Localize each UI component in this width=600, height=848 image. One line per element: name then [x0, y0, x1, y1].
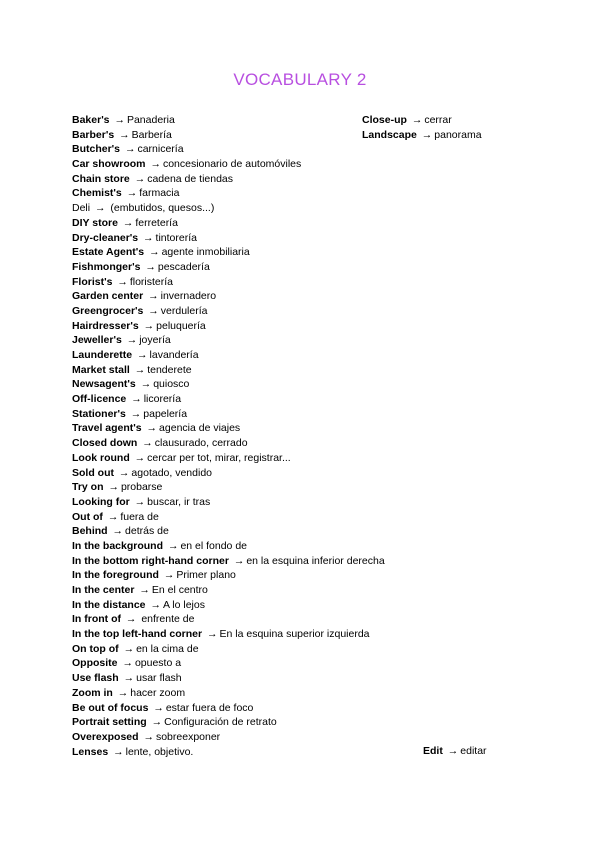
vocab-definition: concesionario de automóviles: [162, 158, 302, 171]
vocab-term: Overexposed: [72, 730, 139, 743]
vocab-term: Off-licence: [72, 393, 127, 406]
vocab-entry: [72, 539, 432, 554]
vocab-definition: enfrente de: [138, 613, 195, 626]
vocab-term: Lenses: [72, 745, 109, 758]
arrow-icon: →: [125, 613, 137, 626]
arrow-icon: →: [123, 672, 135, 685]
vocab-definition: farmacia: [139, 187, 180, 200]
vocab-definition: cerrar: [424, 114, 452, 126]
vocab-definition: en el fondo de: [180, 539, 247, 552]
vocab-term: Barber's: [72, 128, 115, 141]
vocab-definition: agencia de viajes: [159, 422, 241, 435]
vocab-entry: [72, 671, 432, 686]
vocab-entry: [72, 289, 432, 304]
arrow-icon: →: [126, 187, 138, 200]
vocab-definition: quiosco: [153, 378, 190, 391]
arrow-icon: →: [233, 554, 245, 567]
vocab-definition: fuera de: [120, 510, 159, 523]
vocab-entry: [72, 363, 432, 378]
arrow-icon: →: [118, 466, 130, 479]
arrow-icon: →: [167, 539, 179, 552]
arrow-icon: →: [411, 114, 423, 126]
vocab-definition: Panaderia: [126, 114, 175, 126]
vocab-term: Newsagent's: [72, 378, 136, 391]
vocab-term: Use flash: [72, 672, 119, 685]
vocab-definition: Primer plano: [176, 569, 236, 582]
arrow-icon: →: [143, 319, 155, 332]
vocab-entry: [72, 377, 432, 392]
vocab-term: Fishmonger's: [72, 260, 141, 273]
vocab-term: Jeweller's: [72, 334, 122, 347]
vocab-entry: [72, 451, 432, 466]
vocab-term: Out of: [72, 510, 103, 523]
vocab-definition: Configuración de retrato: [164, 716, 277, 729]
arrow-icon: →: [421, 128, 433, 141]
vocab-entry: [72, 333, 432, 348]
vocab-term: Try on: [72, 481, 104, 494]
vocab-term: Hairdresser's: [72, 319, 139, 332]
page-title: VOCABULARY 2: [233, 70, 367, 89]
vocab-term: Dry-cleaner's: [72, 231, 139, 244]
vocab-term: Baker's: [72, 114, 110, 126]
vocab-definition: lente, objetivo.: [125, 745, 194, 758]
vocab-term: In the top left-hand corner: [72, 628, 203, 641]
arrow-icon: →: [122, 216, 134, 229]
vocab-term: Looking for: [72, 495, 130, 508]
vocab-definition: pescadería: [157, 260, 210, 273]
arrow-icon: →: [126, 334, 138, 347]
arrow-icon: →: [123, 642, 135, 655]
arrow-icon: →: [150, 158, 161, 171]
vocab-term: Florist's: [72, 275, 113, 288]
arrow-icon: →: [139, 584, 150, 596]
vocab-definition: detrás de: [125, 525, 169, 538]
vocab-entry: [72, 656, 432, 671]
vocab-term: Close-up: [362, 114, 407, 126]
vocab-term: Landscape: [362, 128, 417, 141]
arrow-icon: →: [134, 495, 146, 508]
vocab-term: Butcher's: [72, 143, 121, 156]
vocab-term: Opposite: [72, 657, 118, 670]
vocab-entry: [72, 715, 432, 730]
vocab-entry: [72, 642, 432, 657]
vocab-definition: editar: [460, 745, 487, 757]
vocab-term: DIY store: [72, 216, 118, 229]
arrow-icon: →: [149, 246, 160, 259]
arrow-icon: →: [447, 745, 459, 757]
vocab-definition: papelería: [143, 407, 188, 420]
vocab-definition: en la cima de: [136, 642, 199, 655]
arrow-icon: →: [134, 172, 146, 185]
vocab-entry: [72, 157, 432, 172]
vocab-entry: [72, 421, 432, 436]
vocab-definition: buscar, ir tras: [147, 495, 211, 508]
vocab-definition: floristería: [129, 275, 174, 288]
vocab-entry: [362, 128, 562, 143]
vocab-entry: [72, 260, 432, 275]
arrow-icon: →: [148, 304, 159, 317]
vocab-definition: A lo lejos: [162, 598, 205, 611]
vocab-entry: [72, 730, 432, 745]
vocab-term: Sold out: [72, 466, 114, 479]
arrow-icon: →: [150, 598, 161, 611]
vocab-entry: [72, 275, 432, 290]
vocab-term: Chain store: [72, 172, 130, 185]
arrow-icon: →: [131, 393, 142, 406]
vocab-definition: licorería: [143, 393, 182, 406]
arrow-icon: →: [124, 143, 136, 156]
vocab-entry: [72, 172, 432, 187]
vocab-definition: verdulería: [160, 304, 208, 317]
vocab-entry: [72, 583, 432, 598]
vocab-definition: En el centro: [151, 584, 208, 596]
vocab-term: Be out of focus: [72, 701, 149, 714]
arrow-icon: →: [207, 628, 218, 641]
arrow-icon: →: [95, 202, 106, 215]
vocab-term: Launderette: [72, 349, 133, 361]
vocab-definition: lavandería: [149, 349, 199, 361]
vocab-entry: [72, 466, 432, 481]
vocab-term: In front of: [72, 613, 121, 626]
vocab-definition: En la esquina superior izquierda: [219, 628, 370, 641]
arrow-icon: →: [134, 363, 146, 376]
vocab-definition: opuesto a: [134, 657, 182, 670]
arrow-icon: →: [145, 260, 156, 273]
arrow-icon: →: [134, 451, 146, 464]
arrow-icon: →: [137, 349, 148, 361]
vocab-definition: Barbería: [131, 128, 172, 141]
vocab-entry: [72, 407, 432, 422]
vocab-entry: [72, 319, 432, 334]
vocab-term: Estate Agent's: [72, 246, 145, 259]
vocab-definition: agente inmobiliaria: [161, 246, 250, 259]
vocab-term: In the bottom right-hand corner: [72, 554, 229, 567]
vocab-definition: cadena de tiendas: [147, 172, 234, 185]
arrow-icon: →: [146, 422, 158, 435]
vocab-definition: tintorería: [155, 231, 197, 244]
vocab-entry: [72, 524, 432, 539]
vocab-definition: hacer zoom: [130, 686, 186, 699]
vocab-term: Car showroom: [72, 158, 146, 171]
arrow-icon: →: [122, 657, 133, 670]
arrow-icon: →: [130, 407, 142, 420]
vocabulary-list-left: [72, 113, 432, 759]
vocab-entry: [72, 627, 432, 642]
vocab-entry: [72, 568, 432, 583]
vocab-definition: agotado, vendido: [131, 466, 212, 479]
vocab-term: Travel agent's: [72, 422, 142, 435]
vocab-term: Market stall: [72, 363, 130, 376]
vocab-definition: estar fuera de foco: [165, 701, 254, 714]
vocab-definition: en la esquina inferior derecha: [246, 554, 385, 567]
arrow-icon: →: [107, 510, 119, 523]
vocab-definition: ferretería: [135, 216, 178, 229]
vocab-definition: probarse: [120, 481, 163, 494]
vocab-term: Stationer's: [72, 407, 126, 420]
arrow-icon: →: [148, 290, 159, 303]
vocab-term: In the foreground: [72, 569, 159, 582]
vocab-entry: [72, 186, 432, 201]
vocab-definition: tenderete: [147, 363, 192, 376]
vocab-entry: [72, 201, 432, 216]
vocab-entry: [72, 701, 432, 716]
vocab-definition: panorama: [434, 128, 482, 141]
vocab-entry: [72, 554, 432, 569]
vocab-term: Closed down: [72, 437, 138, 450]
vocab-entry: [72, 598, 432, 613]
vocab-term: Edit: [423, 745, 443, 757]
vocab-term: In the distance: [72, 598, 146, 611]
arrow-icon: →: [117, 275, 128, 288]
vocab-definition: clausurado, cerrado: [154, 437, 248, 450]
vocab-entry: [72, 216, 432, 231]
vocab-entry: [72, 436, 432, 451]
vocab-entry: [72, 510, 432, 525]
vocab-definition: peluquería: [156, 319, 206, 332]
vocab-term: In the background: [72, 539, 164, 552]
arrow-icon: →: [112, 525, 124, 538]
vocab-entry: [72, 142, 432, 157]
vocab-entry: [72, 495, 432, 510]
arrow-icon: →: [143, 730, 154, 743]
vocab-entry: [72, 612, 432, 627]
vocab-entry: [72, 348, 432, 363]
arrow-icon: →: [151, 716, 163, 729]
vocab-term: Chemist's: [72, 187, 122, 200]
vocab-entry: [72, 480, 432, 495]
vocab-definition: joyería: [139, 334, 171, 347]
arrow-icon: →: [117, 686, 129, 699]
vocab-term: Portrait setting: [72, 716, 147, 729]
vocab-definition: carnicería: [137, 143, 184, 156]
vocab-definition: cercar per tot, mirar, registrar...: [147, 451, 291, 464]
arrow-icon: →: [108, 481, 119, 494]
vocab-entry-edit: [423, 744, 487, 759]
vocab-term: Behind: [72, 525, 108, 538]
arrow-icon: →: [119, 128, 130, 141]
arrow-icon: →: [163, 569, 175, 582]
vocab-entry: [72, 686, 432, 701]
vocabulary-list-right: [362, 113, 562, 142]
arrow-icon: →: [113, 745, 124, 758]
arrow-icon: →: [153, 701, 164, 714]
vocab-term: Greengrocer's: [72, 304, 144, 317]
vocab-entry: [72, 231, 432, 246]
vocab-entry: [72, 304, 432, 319]
vocab-term: On top of: [72, 642, 119, 655]
vocab-term: Zoom in: [72, 686, 113, 699]
vocab-entry: [362, 113, 562, 128]
arrow-icon: →: [114, 114, 125, 126]
vocab-definition: sobreexponer: [155, 730, 221, 743]
vocab-definition: usar flash: [136, 672, 182, 685]
vocab-term: Look round: [72, 451, 130, 464]
vocab-term: In the center: [72, 584, 135, 596]
vocab-term: Deli: [72, 202, 91, 215]
vocab-entry: [72, 745, 432, 760]
vocab-term: Garden center: [72, 290, 144, 303]
vocab-entry: [72, 245, 432, 260]
vocab-definition: invernadero: [160, 290, 217, 303]
vocab-definition: (embutidos, quesos...): [107, 202, 215, 215]
arrow-icon: →: [143, 231, 154, 244]
vocab-entry: [72, 392, 432, 407]
arrow-icon: →: [140, 378, 152, 391]
arrow-icon: →: [142, 437, 153, 450]
